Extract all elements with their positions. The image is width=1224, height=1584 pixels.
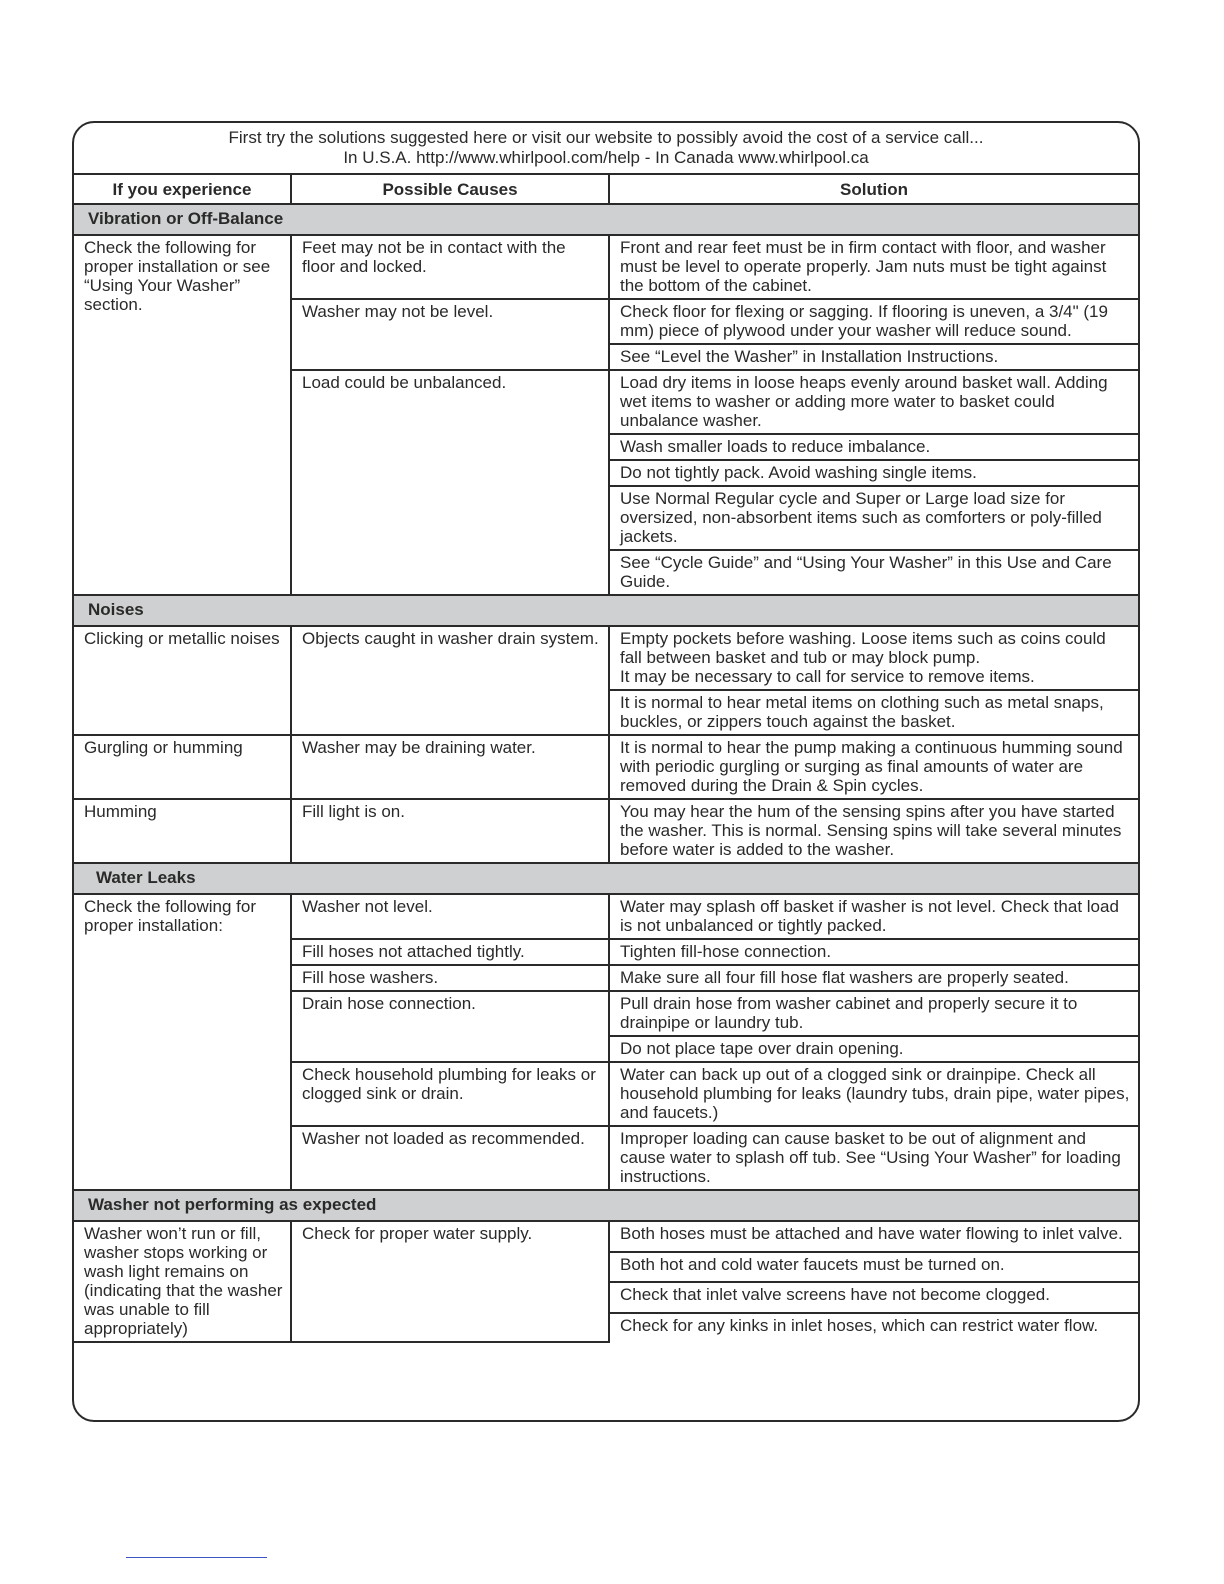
cause-cell: Drain hose connection. bbox=[291, 991, 609, 1062]
header-experience: If you experience bbox=[74, 175, 291, 204]
solution-cell: Pull drain hose from washer cabinet and properly secure it to drainpipe or laundry tub. bbox=[609, 991, 1138, 1036]
solution-cell: Tighten fill-hose connection. bbox=[609, 939, 1138, 965]
solution-cell: Load dry items in loose heaps evenly around basket wall. Adding wet items to washer or adding more water to basket could unbalance washer. bbox=[609, 370, 1138, 434]
cause-cell: Washer may be draining water. bbox=[291, 735, 609, 799]
cause-cell: Check household plumbing for leaks or clogged sink or drain. bbox=[291, 1062, 609, 1126]
solution-cell: Empty pockets before washing. Loose items such as coins could fall between basket and tub or may block pump. It may be necessary to call for service to remove items. bbox=[609, 626, 1138, 690]
solution-cell: See “Cycle Guide” and “Using Your Washer” in this Use and Care Guide. bbox=[609, 550, 1138, 595]
cause-cell: Fill hose washers. bbox=[291, 965, 609, 991]
cause-cell: Fill light is on. bbox=[291, 799, 609, 863]
solution-cell: Water may splash off basket if washer is not level. Check that load is not unbalanced or tightly packed. bbox=[609, 894, 1138, 939]
section-title-noises: Noises bbox=[74, 595, 1138, 626]
section-header-row bbox=[74, 204, 1138, 235]
section-title-water-leaks: Water Leaks bbox=[74, 863, 1138, 894]
header-row bbox=[74, 175, 1138, 204]
table-row bbox=[74, 799, 1138, 863]
table-row bbox=[74, 626, 1138, 690]
cause-cell: Washer may not be level. bbox=[291, 299, 609, 370]
solution-cell: Make sure all four fill hose flat washers are properly seated. bbox=[609, 965, 1138, 991]
solution-cell: Wash smaller loads to reduce imbalance. bbox=[609, 434, 1138, 460]
section-title-performance: Washer not performing as expected bbox=[74, 1190, 1138, 1221]
table-row bbox=[74, 735, 1138, 799]
experience-cell: Check the following for proper installation or see “Using Your Washer” section. bbox=[74, 235, 291, 595]
cause-cell: Check for proper water supply. bbox=[291, 1221, 609, 1342]
solution-cell: Front and rear feet must be in firm contact with floor, and washer must be level to operate properly. Jam nuts must be tight against the bottom of the cabinet. bbox=[609, 235, 1138, 299]
solution-cell: You may hear the hum of the sensing spins after you have started the washer. This is normal. Sensing spins will take several minutes before water is added to the washer. bbox=[609, 799, 1138, 863]
experience-cell: Gurgling or humming bbox=[74, 735, 291, 799]
troubleshooting-table bbox=[74, 175, 1138, 1343]
footer-rule bbox=[126, 1557, 267, 1558]
troubleshooting-table-frame bbox=[72, 121, 1140, 1422]
section-header-row bbox=[74, 1190, 1138, 1221]
solution-cell: See “Level the Washer” in Installation Instructions. bbox=[609, 344, 1138, 370]
solution-cell: Check floor for flexing or sagging. If flooring is uneven, a 3/4" (19 mm) piece of plywood under your washer will reduce sound. bbox=[609, 299, 1138, 344]
section-header-row bbox=[74, 595, 1138, 626]
solution-cell: Water can back up out of a clogged sink or drainpipe. Check all household plumbing for leaks (laundry tubs, drain pipe, water pipes, and faucets.) bbox=[609, 1062, 1138, 1126]
cause-cell: Feet may not be in contact with the floor and locked. bbox=[291, 235, 609, 299]
cause-cell: Load could be unbalanced. bbox=[291, 370, 609, 595]
experience-cell: Clicking or metallic noises bbox=[74, 626, 291, 735]
solution-cell: Do not place tape over drain opening. bbox=[609, 1036, 1138, 1062]
table-row bbox=[74, 235, 1138, 299]
cause-cell: Washer not loaded as recommended. bbox=[291, 1126, 609, 1190]
section-header-row bbox=[74, 863, 1138, 894]
cause-cell: Washer not level. bbox=[291, 894, 609, 939]
solution-cell: It is normal to hear the pump making a continuous humming sound with periodic gurgling or surging as final amounts of water are removed during the Drain & Spin cycles. bbox=[609, 735, 1138, 799]
solution-cell: Both hot and cold water faucets must be turned on. bbox=[609, 1252, 1138, 1283]
intro-line-1: First try the solutions suggested here or visit our website to possibly avoid the cost of a service call... bbox=[228, 128, 984, 147]
experience-cell: Washer won’t run or fill, washer stops working or wash light remains on (indicating that the washer was unable to fill appropriately) bbox=[74, 1221, 291, 1342]
header-solution: Solution bbox=[609, 175, 1138, 204]
cause-cell: Objects caught in washer drain system. bbox=[291, 626, 609, 735]
cause-cell: Fill hoses not attached tightly. bbox=[291, 939, 609, 965]
header-causes: Possible Causes bbox=[291, 175, 609, 204]
intro-line-2: In U.S.A. http://www.whirlpool.com/help - In Canada www.whirlpool.ca bbox=[343, 148, 869, 167]
solution-cell: Check that inlet valve screens have not become clogged. bbox=[609, 1282, 1138, 1313]
intro-banner bbox=[74, 123, 1138, 175]
solution-cell: Improper loading can cause basket to be out of alignment and cause water to splash off tub. See “Using Your Washer” for loading instructions. bbox=[609, 1126, 1138, 1190]
solution-cell: Do not tightly pack. Avoid washing single items. bbox=[609, 460, 1138, 486]
experience-cell: Check the following for proper installation: bbox=[74, 894, 291, 1190]
table-row bbox=[74, 894, 1138, 939]
experience-cell: Humming bbox=[74, 799, 291, 863]
solution-cell: It is normal to hear metal items on clothing such as metal snaps, buckles, or zippers touch against the basket. bbox=[609, 690, 1138, 735]
section-title-vibration: Vibration or Off-Balance bbox=[74, 204, 1138, 235]
solution-cell: Both hoses must be attached and have water flowing to inlet valve. bbox=[609, 1221, 1138, 1252]
solution-cell: Check for any kinks in inlet hoses, which can restrict water flow. bbox=[609, 1313, 1138, 1342]
solution-cell: Use Normal Regular cycle and Super or Large load size for oversized, non-absorbent items such as comforters or poly-filled jackets. bbox=[609, 486, 1138, 550]
table-row bbox=[74, 1221, 1138, 1252]
